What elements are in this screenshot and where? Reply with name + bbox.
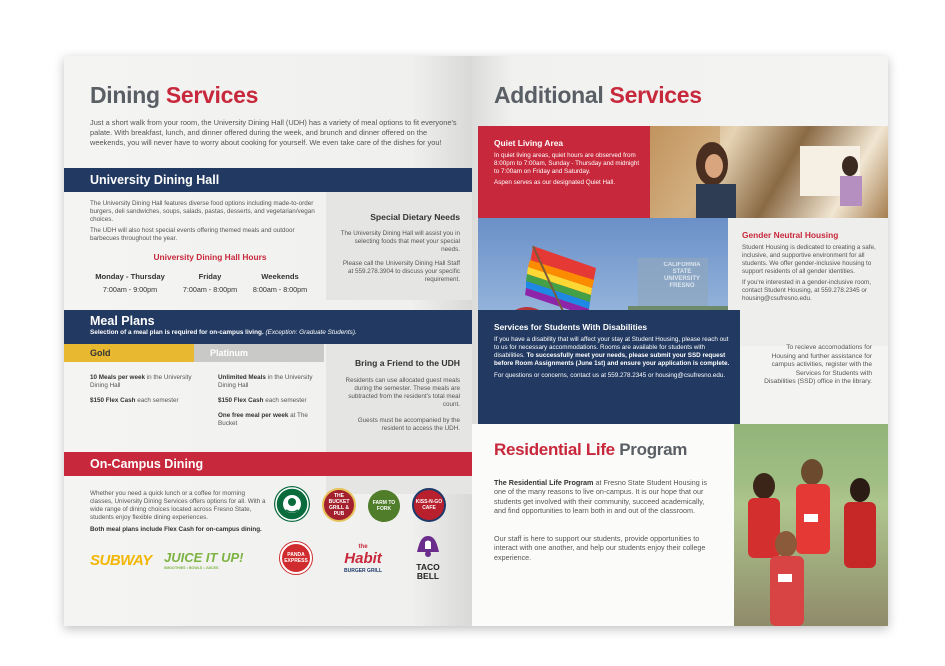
udh-p1: The University Dining Hall features diverse food options including made-to-order burgers, deli sandwiches, soups, salads, pastas, desserts, and vegetarian/vegan choices. bbox=[90, 200, 315, 223]
residential-life-title bbox=[494, 440, 687, 460]
disabilities-title: Services for Students With Disabilities bbox=[494, 322, 648, 332]
juice-it-up-tagline: SMOOTHIES • BOWLS • JUICES bbox=[164, 566, 219, 570]
title-plain: Additional bbox=[494, 82, 610, 108]
brochure-spread bbox=[64, 56, 888, 626]
hours-day: Monday - Thursday bbox=[95, 272, 165, 281]
habit-the: the bbox=[358, 544, 368, 550]
hours-time: 7:00am - 8:00pm bbox=[182, 285, 238, 294]
the-bucket-logo: THE BUCKET GRILL & PUB bbox=[322, 488, 356, 522]
ssd-side-note: To recieve accomodations for Housing and further assistance for campus activities, register with the Services for Students with Disabilities (SSD) office in the library. bbox=[764, 344, 872, 386]
dietary-box bbox=[326, 192, 472, 300]
juice-it-up-wordmark: JUICE IT UP! bbox=[164, 550, 244, 565]
intro-paragraph: Just a short walk from your room, the University Dining Hall (UDH) has a variety of meal options to fit everyone's palate. With breakfast, lunch, and dinner offered during the week, and brunch and dinner offered on the weekends, you will never have to worry about cooking for yourself. We even take care of the dishes for you! bbox=[90, 118, 457, 147]
additional-services-page bbox=[472, 56, 888, 626]
platinum-tier-label: Platinum bbox=[194, 344, 324, 362]
platinum-flex: $150 Flex Cash each semester bbox=[218, 397, 307, 404]
hours-weekends bbox=[240, 272, 320, 294]
sign-text: CALIFORNIA STATE UNIVERSITY FRESNO bbox=[663, 262, 701, 289]
reslife-title-plain: Program bbox=[614, 440, 688, 459]
on-campus-text bbox=[90, 490, 266, 534]
gold-tier-label: Gold bbox=[64, 344, 194, 362]
udh-description bbox=[90, 200, 320, 243]
subway-wordmark: SUBWAY bbox=[90, 552, 152, 569]
hours-time: 8:00am - 8:00pm bbox=[252, 285, 308, 294]
disabilities-p1: If you have a disability that will affect your stay at Student Housing, please reach out to us for necessary accommodations. Rooms are available for students with disabilities. To successfully meet your needs, please submit your SSD request before Room Assignments (June 1st) and ensure your application is complete. bbox=[494, 336, 730, 367]
reslife-title-accent: Residential Life bbox=[494, 440, 615, 459]
on-campus-heading: On-Campus Dining bbox=[64, 452, 472, 476]
quiet-living-title: Quiet Living Area bbox=[494, 138, 564, 148]
reslife-p2: Our staff is here to support our students, provide opportunities to interact with one another, and help our students enjoy their college experience. bbox=[494, 534, 706, 562]
reslife-p1: The Residential Life Program at Fresno State Student Housing is one of the many reasons to live on-campus. It is our hope that our students get involved with their community, succeed academically, and find opportunities to learn both in and out of the classroom. bbox=[494, 478, 707, 516]
taco-bell-logo bbox=[410, 534, 446, 581]
residential-life-panel bbox=[472, 424, 734, 626]
gender-neutral-p2: If you're interested in a gender-inclusive room, contact Student Housing, at 559.278.2345 or housing@csufresno.edu. bbox=[742, 279, 871, 302]
the-habit-logo bbox=[344, 542, 382, 576]
title-accent: Services bbox=[165, 82, 259, 108]
panda-express-logo: PANDA EXPRESS bbox=[280, 542, 312, 574]
on-campus-p1: Whether you need a quick lunch or a coffee for morning classes, University Dining Services offers options for all. With a wide range of dining choices located across Fresno State, students enjoy flexible dining experiences. bbox=[90, 490, 266, 521]
meal-plans-title: Meal Plans bbox=[90, 314, 155, 328]
hours-day: Weekends bbox=[261, 272, 299, 281]
subway-logo bbox=[90, 552, 152, 569]
quiet-living-box bbox=[478, 126, 650, 218]
gender-neutral-p1: Student Housing is dedicated to creating a safe, inclusive, and supportive environment for all students. We offer gender-inclusive housing to support residents of all gender identities. bbox=[742, 244, 876, 275]
farm-to-fork-logo: FARM TO FORK bbox=[368, 490, 400, 522]
hours-monday-thursday bbox=[90, 272, 170, 294]
gender-neutral-box bbox=[728, 218, 888, 346]
quiet-living-p2: Aspen serves as our designated Quiet Hall. bbox=[494, 179, 616, 186]
page-title bbox=[90, 82, 258, 109]
udh-hours-title: University Dining Hall Hours bbox=[153, 252, 267, 262]
quiet-living-p1: In quiet living areas, quiet hours are observed from 8:00pm to 7:00am, Sunday - Thursday and midnight to 7:00am on Friday and Saturday. bbox=[494, 152, 640, 175]
taco-bell-bell-icon bbox=[413, 534, 443, 558]
page-title bbox=[494, 82, 702, 109]
meal-plans-subtitle bbox=[90, 329, 472, 336]
hours-friday bbox=[170, 272, 250, 294]
gold-meals: 10 Meals per week in the University Dining Hall bbox=[90, 374, 192, 389]
gold-flex: $150 Flex Cash each semester bbox=[90, 397, 179, 404]
habit-wordmark: Habit bbox=[344, 550, 382, 567]
taco-bell-bell: BELL bbox=[416, 571, 440, 581]
residential-life-photo bbox=[734, 424, 888, 626]
friend-title: Bring a Friend to the UDH bbox=[354, 358, 460, 368]
dietary-title: Special Dietary Needs bbox=[370, 212, 460, 222]
friend-p2: Guests must be accompanied by the resident to access the UDH. bbox=[357, 417, 460, 432]
kiss-n-go-logo: KISS-N-GO CAFE bbox=[412, 488, 446, 522]
juice-it-up-logo bbox=[164, 550, 254, 570]
quiet-living-photo bbox=[650, 126, 888, 218]
platinum-meals: Unlimited Meals in the University Dining Hall bbox=[218, 374, 313, 389]
friend-p1: Residents can use allocated guest meals during the semester. These meals are subtracted from the resident's total meal count. bbox=[345, 377, 460, 408]
udh-p2: The UDH will also host special events offering themed meals and outdoor barbecues throughout the year. bbox=[90, 227, 295, 242]
meal-plans-heading bbox=[64, 310, 472, 344]
gold-plan-details bbox=[90, 374, 200, 412]
meal-plans-exception: (Exception: Graduate Students). bbox=[265, 329, 357, 336]
on-campus-p2: Both meal plans include Flex Cash for on-campus dining. bbox=[90, 526, 262, 533]
platinum-plan-details bbox=[218, 374, 328, 435]
taco-bell-taco: TACO bbox=[416, 562, 440, 572]
meal-plans-subtitle-text: Selection of a meal plan is required for on-campus living. bbox=[90, 329, 264, 336]
dietary-p1: The University Dining Hall will assist you in selecting foods that meet your special needs. bbox=[340, 230, 460, 253]
habit-burger-grill: BURGER GRILL bbox=[344, 568, 383, 574]
disabilities-box bbox=[478, 310, 740, 424]
disabilities-p2: For questions or concerns, contact us at 559.278.2345 or housing@csufresno.edu. bbox=[494, 372, 726, 379]
platinum-free-meal: One free meal per week at The Bucket bbox=[218, 412, 308, 427]
title-plain: Dining bbox=[90, 82, 166, 108]
hours-day: Friday bbox=[198, 272, 222, 281]
title-accent: Services bbox=[609, 82, 702, 108]
gender-neutral-title: Gender Neutral Housing bbox=[742, 230, 839, 240]
starbucks-logo bbox=[274, 486, 310, 522]
hours-time: 7:00am - 9:00pm bbox=[102, 285, 158, 294]
udh-heading: University Dining Hall bbox=[64, 168, 472, 192]
dietary-p2: Please call the University Dining Hall Staff at 559.278.3904 to discuss your specific requirement. bbox=[342, 260, 460, 283]
dining-services-page bbox=[64, 56, 472, 626]
